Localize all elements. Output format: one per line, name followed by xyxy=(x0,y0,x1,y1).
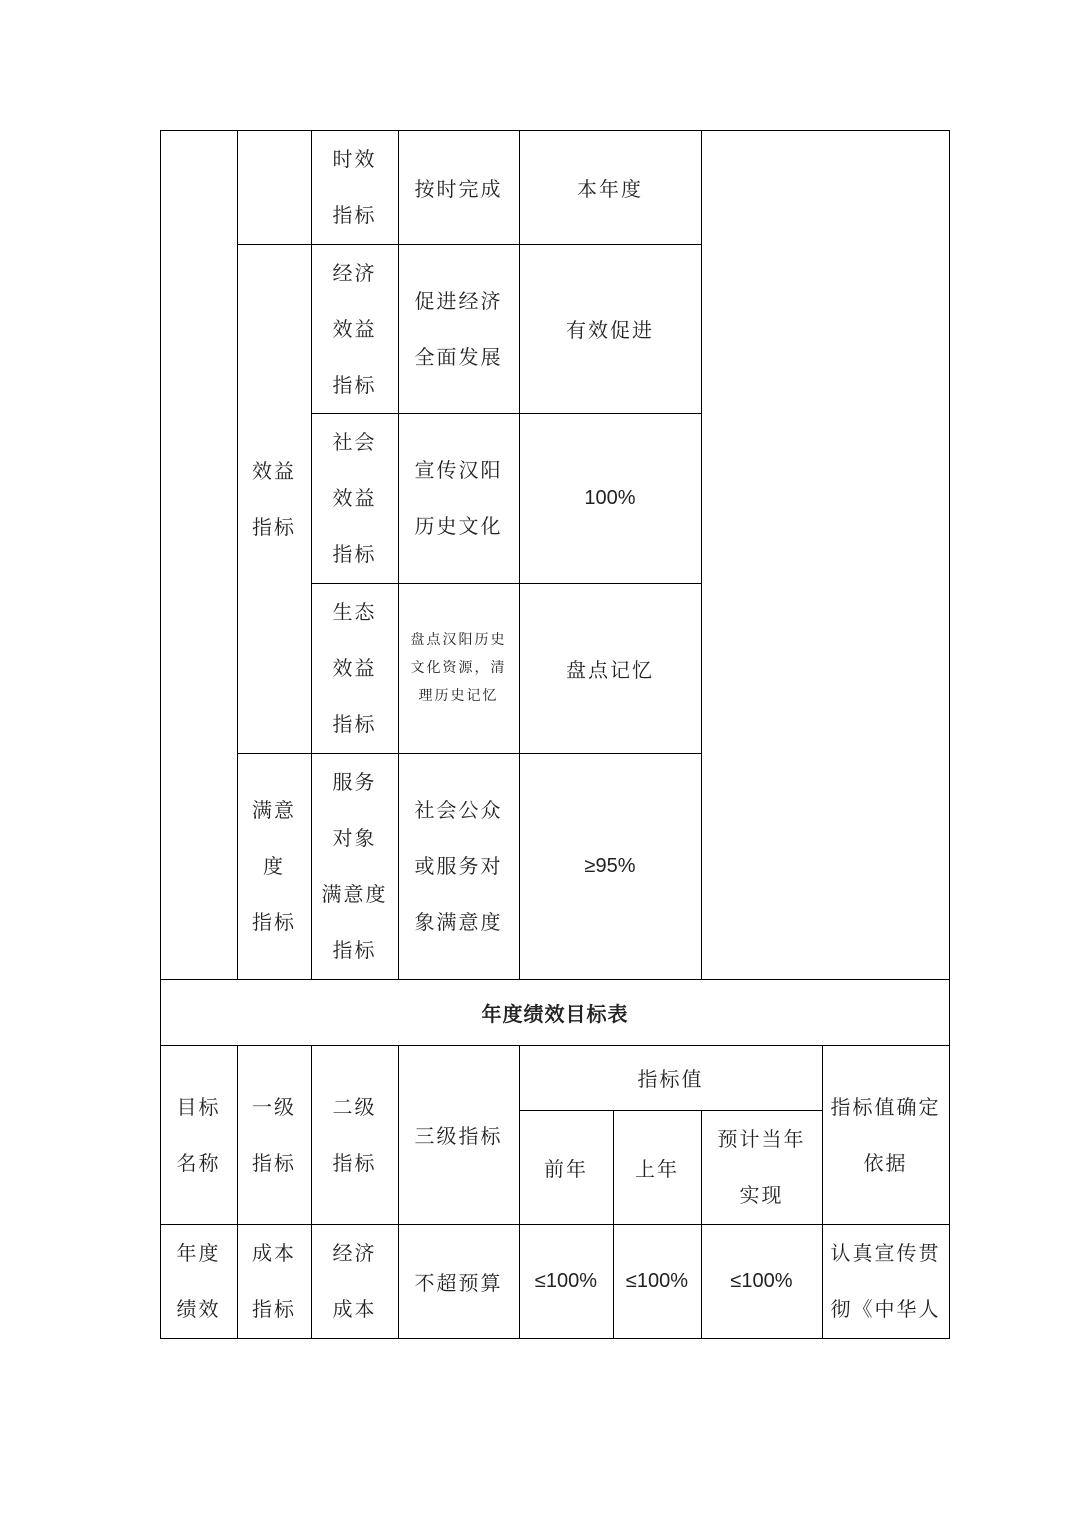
header-last-year: 上年 xyxy=(635,1156,679,1181)
header-expected: 预计当年 实现 xyxy=(717,1127,806,1207)
row-prev-year: ≤100% xyxy=(534,1269,598,1292)
value-economic: 有效促进 xyxy=(566,318,654,342)
level2-economic: 经济 效益 指标 xyxy=(332,260,377,397)
table-border-right xyxy=(949,130,950,1339)
level2-satisfaction: 服务 对象 满意度 指标 xyxy=(321,770,388,962)
level2-ecological: 生态 效益 指标 xyxy=(332,600,377,736)
row-level2: 经济 成本 xyxy=(332,1241,377,1321)
row-level3: 不超预算 xyxy=(414,1270,503,1295)
header-indicator-value: 指标值 xyxy=(637,1067,704,1091)
row-expected: ≤100% xyxy=(730,1269,793,1292)
row-basis: 认真宣传贯 彻《中华人 xyxy=(830,1241,941,1321)
annual-table-title: 年度绩效目标表 xyxy=(481,1001,629,1026)
header-prev-year: 前年 xyxy=(544,1156,588,1181)
level3-economic: 促进经济 全面发展 xyxy=(414,288,503,369)
row-last-year: ≤100% xyxy=(625,1269,689,1292)
table-border-bottom xyxy=(160,1338,950,1339)
row-level1: 成本 指标 xyxy=(252,1241,296,1321)
col-divider xyxy=(701,130,702,980)
level3-ecological: 盘点汉阳历史 文化资源，清 理历史记忆 xyxy=(410,632,507,704)
level2-social: 社会 效益 指标 xyxy=(332,430,377,566)
header-level2: 二级 指标 xyxy=(332,1094,377,1175)
header-level3: 三级指标 xyxy=(414,1124,503,1148)
level1-satisfaction: 满意 度 指标 xyxy=(252,798,296,934)
value-ecological: 盘点记忆 xyxy=(566,657,654,682)
level3-timeliness: 按时完成 xyxy=(414,176,503,201)
value-social: 100% xyxy=(584,486,636,509)
level2-timeliness: 时效 指标 xyxy=(332,147,377,227)
level3-satisfaction: 社会公众 或服务对 象满意度 xyxy=(414,798,503,934)
level3-social: 宣传汉阳 历史文化 xyxy=(414,458,503,538)
header-target-name: 目标 名称 xyxy=(176,1094,221,1175)
level1-benefit: 效益 指标 xyxy=(252,458,296,539)
row-target-name: 年度 绩效 xyxy=(176,1241,221,1321)
header-basis: 指标值确定 依据 xyxy=(830,1094,941,1175)
value-satisfaction: ≥95% xyxy=(584,854,636,877)
header-level1: 一级 指标 xyxy=(252,1094,296,1175)
value-timeliness: 本年度 xyxy=(577,176,643,201)
